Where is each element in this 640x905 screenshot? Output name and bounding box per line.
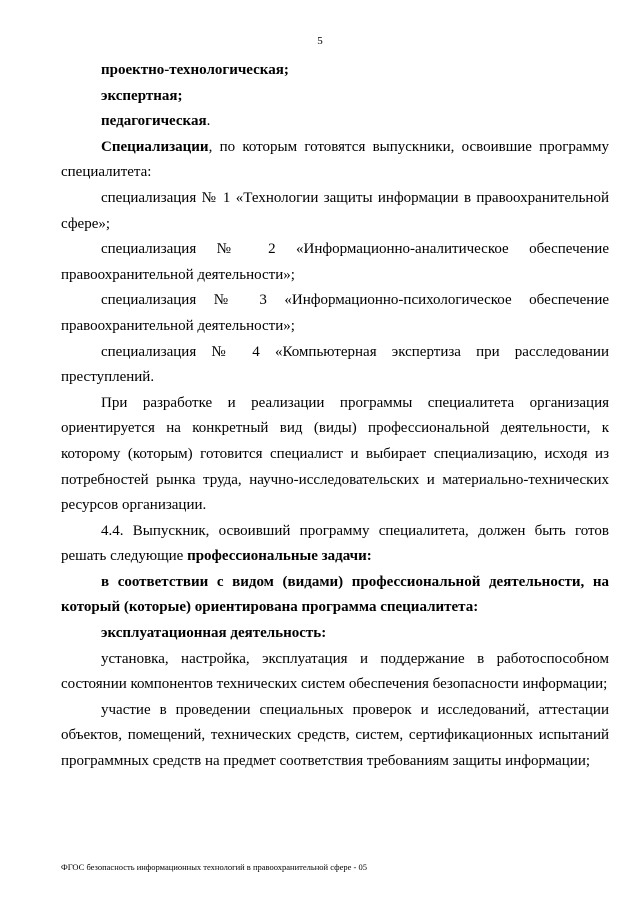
task-item: участие в проведении специальных проверок и исследований, аттестации объектов, помещений, технических средств, систем, сертификационных испытаний программных средств на предмет соответствия требованиям защиты информации; [61,701,609,770]
activity-item [61,84,609,110]
page-number: 5 [317,35,323,47]
activity-label: педагогическая [101,113,207,130]
development-paragraph: При разработке и реализации программы специалитета организация ориентируется на конкретный вид (виды) профессиональной деятельности, к которому (которым) готовится специалист и выбирает специализацию, исходя из потребностей рынка труда, научно-исследовательских и материально-технических ресурсов организации. [61,394,609,514]
specialization-item: специализация № 2 «Информационно-аналитическое обеспечение правоохранительной деятельности»; [61,241,609,283]
activity-type-heading: в соответствии с видом (видами) профессиональной деятельности, на который (которые) ориентирована программа специалитета: [61,573,609,616]
activity-label: проектно-технологическая; [101,62,289,78]
specialization-item: специализация № 3 «Информационно-психологическое обеспечение правоохранительной деятельности»; [61,292,609,334]
operational-activity-heading: эксплуатационная деятельность: [101,625,327,642]
specializations-heading: Специализации [101,138,209,155]
specialization-item: специализация № 4 «Компьютерная экспертиза при расследовании преступлений. [61,343,609,386]
specializations-paragraph: Специализации, по которым готовятся выпускники, освоившие программу специалитета: [61,138,609,181]
activity-item [61,58,609,84]
task-item: установка, настройка, эксплуатация и поддержание в работоспособном состоянии компонентов технических систем обеспечения безопасности информации; [61,650,609,693]
activity-item: педагогическая. [101,113,211,130]
specialization-item: специализация № 1 «Технологии защиты информации в правоохранительной сфере»; [61,189,609,232]
page-content [61,58,609,775]
page-footer: ФГОС безопасность информационных технологий в правоохранительной сфере - 05 [61,862,367,872]
activity-label: экспертная; [101,87,183,104]
professional-tasks-label: профессиональные задачи: [187,548,372,565]
section-4-4-paragraph: 4.4. Выпускник, освоивший программу специалитета, должен быть готов решать следующие профессиональные задачи: [61,522,609,565]
